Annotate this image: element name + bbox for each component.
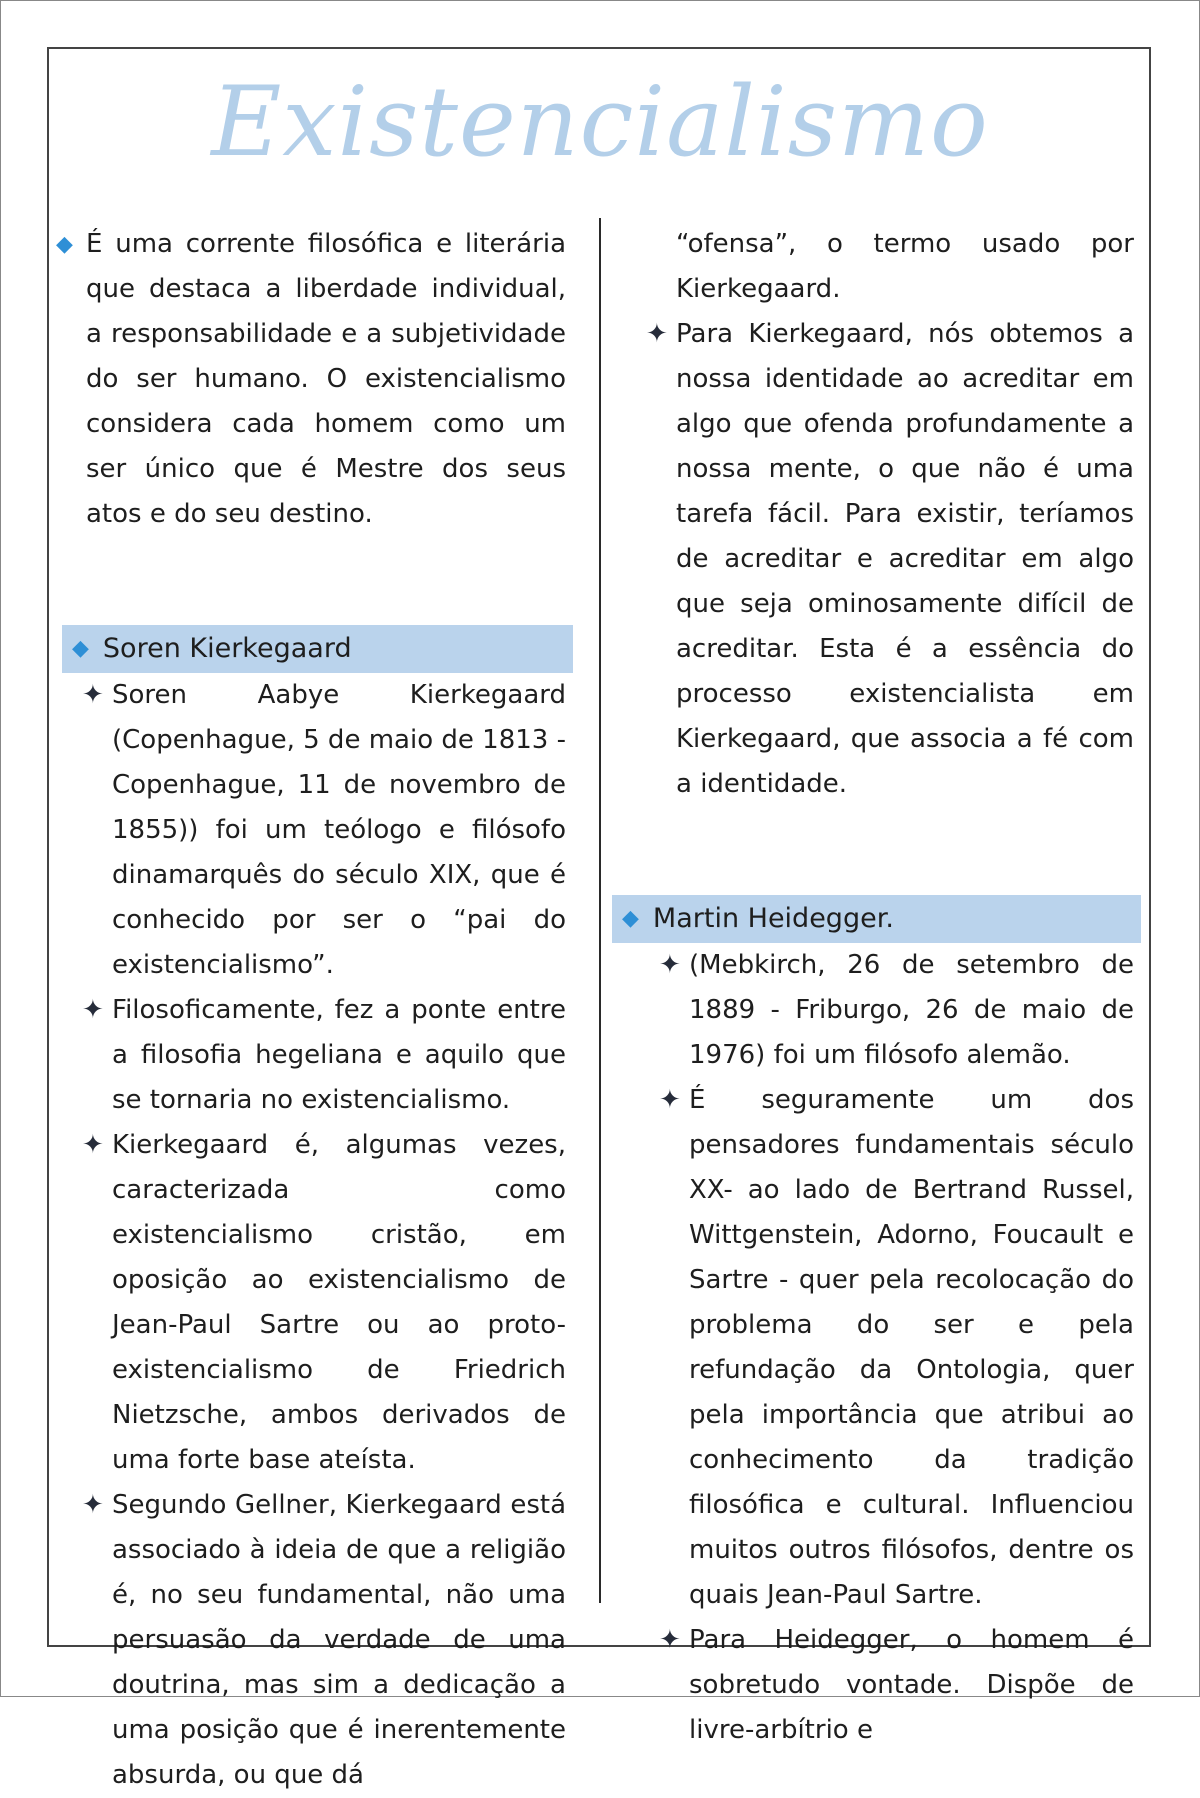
list-item (659, 943, 1134, 1078)
star-bullet-icon: ✦ (659, 950, 681, 980)
list-item (659, 1078, 1134, 1618)
list-item-text: Para Heidegger, o homem é sobretudo vontade. Dispõe de livre-arbítrio e (689, 1625, 1134, 1745)
kierkegaard-continued (611, 222, 1134, 807)
list-item (82, 673, 566, 988)
diamond-bullet-icon: ◆ (72, 636, 89, 661)
kierkegaard-bullet-list (56, 673, 566, 1798)
list-item (82, 1483, 566, 1798)
list-item-text: É seguramente um dos pensadores fundamentais século XX- ao lado de Bertrand Russel, Wittgenstein, Adorno, Foucault e Sartre - quer pela recolocação do problema do ser e pela refundação da Ontologia, quer pela importância que atribui ao conhecimento da tradição filosófica e cultural. Influenciou muitos outros filósofos, dentre os quais Jean-Paul Sartre. (689, 1085, 1134, 1610)
star-bullet-icon: ✦ (82, 995, 104, 1025)
left-column (56, 222, 566, 1798)
heidegger-bullet-list (611, 943, 1134, 1753)
list-item (659, 1618, 1134, 1753)
list-item (82, 1123, 566, 1483)
list-item (82, 988, 566, 1123)
star-bullet-icon: ✦ (646, 319, 668, 349)
list-item-text: Para Kierkegaard, nós obtemos a nossa identidade ao acreditar em algo que ofenda profundamente a nossa mente, o que não é uma tarefa fácil. Para existir, teríamos de acreditar e acreditar em algo que seja ominosamente difícil de acreditar. Esta é a essência do processo existencialista em Kierkegaard, que associa a fé com a identidade. (676, 319, 1134, 799)
list-item-text: Soren Aabye Kierkegaard (Copenhague, 5 de maio de 1813 - Copenhague, 11 de novembro de 1855)) foi um teólogo e filósofo dinamarquês do século XIX, que é conhecido por ser o “pai do existencialismo”. (112, 680, 566, 980)
star-bullet-icon: ✦ (82, 680, 104, 710)
section-heading: Martin Heidegger. (652, 903, 894, 934)
list-item-text: (Mebkirch, 26 de setembro de 1889 - Friburgo, 26 de maio de 1976) foi um filósofo alemão. (689, 950, 1134, 1070)
intro-paragraph (56, 222, 566, 537)
section-header-heidegger (612, 895, 1141, 943)
continuation-text: “ofensa”, o termo usado por Kierkegaard. (676, 229, 1134, 304)
right-column (611, 222, 1134, 1753)
star-bullet-icon: ✦ (82, 1490, 104, 1520)
list-item (646, 312, 1134, 807)
list-item-text: Filosoficamente, fez a ponte entre a filosofia hegeliana e aquilo que se tornaria no existencialismo. (112, 995, 566, 1115)
section-header-kierkegaard (62, 625, 573, 673)
list-item-text: Segundo Gellner, Kierkegaard está associado à ideia de que a religião é, no seu fundamental, não uma persuasão da verdade de uma doutrina, mas sim a dedicação a uma posição que é inerentemente absurda, ou que dá (112, 1490, 566, 1790)
intro-text: É uma corrente filosófica e literária que destaca a liberdade individual, a responsabilidade e a subjetividade do ser humano. O existencialismo considera cada homem como um ser único que é Mestre dos seus atos e do seu destino. (86, 229, 566, 529)
list-item-text: Kierkegaard é, algumas vezes, caracterizada como existencialismo cristão, em oposição ao existencialismo de Jean-Paul Sartre ou ao proto-existencialismo de Friedrich Nietzsche, ambos derivados de uma forte base ateísta. (112, 1130, 566, 1475)
section-heading: Soren Kierkegaard (102, 633, 352, 664)
page-title: Existencialismo (211, 66, 989, 178)
star-bullet-icon: ✦ (82, 1130, 104, 1160)
column-divider (599, 218, 601, 1603)
star-bullet-icon: ✦ (659, 1625, 681, 1655)
diamond-bullet-icon: ◆ (56, 232, 73, 257)
diamond-bullet-icon: ◆ (622, 906, 639, 931)
star-bullet-icon: ✦ (659, 1085, 681, 1115)
